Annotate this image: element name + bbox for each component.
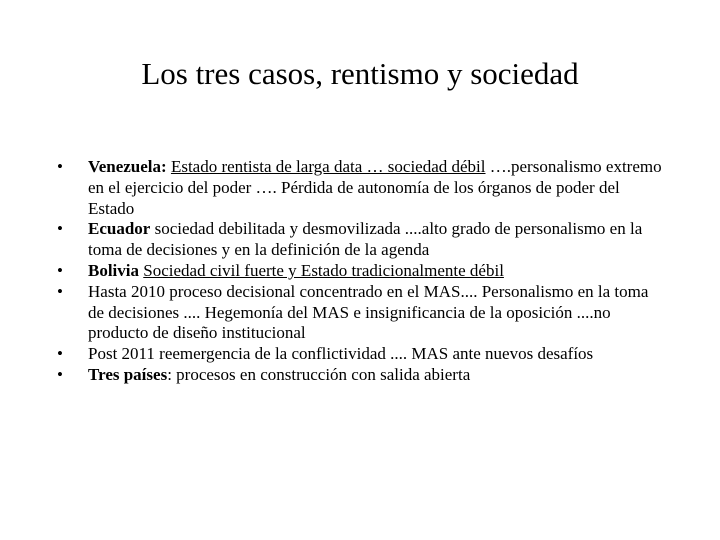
bullet-lead: Venezuela:: [88, 157, 167, 176]
bullet-text: : procesos en construcción con salida abierta: [167, 364, 471, 384]
bullet-text: Hasta 2010 proceso decisional concentrado en el MAS.... Personalismo en la toma de decisiones .... Hegemonía del MAS e insignificancia de la oposición ....no producto de diseño institucional: [88, 281, 649, 343]
bullet-list: [57, 157, 667, 386]
bullet-icon: •: [57, 157, 63, 176]
bullet-text: sociedad debilitada y desmovilizada ....alto grado de personalismo en la toma de decisiones y en la definición de la agenda: [88, 219, 643, 260]
bullet-text: Post 2011 reemergencia de la conflictividad .... MAS ante nuevos desafíos: [88, 344, 594, 364]
bullet-lead: Tres países: [88, 364, 168, 384]
bullet-venezuela: [57, 157, 667, 219]
bullet-underlined: Sociedad civil fuerte y Estado tradicionalmente débil: [143, 260, 504, 280]
bullet-underlined: Estado rentista de larga data … sociedad débil: [170, 157, 486, 176]
bullet-icon: •: [57, 260, 63, 280]
bullet-tres-paises: [57, 365, 667, 386]
bullet-ecuador: [57, 219, 667, 261]
slide-title: Los tres casos, rentismo y sociedad: [141, 56, 579, 91]
bullet-icon: •: [57, 281, 63, 301]
bullet-hasta-2010: [57, 282, 667, 344]
bullet-icon: •: [57, 344, 63, 364]
bullet-bolivia: [57, 261, 667, 282]
bullet-post-2011: [57, 344, 667, 365]
bullet-icon: •: [57, 364, 63, 384]
bullet-icon: •: [57, 219, 63, 239]
bullet-lead: Bolivia: [88, 260, 140, 280]
bullet-text: ….personalismo extremo en el ejercicio del poder …. Pérdida de autonomía de los órganos de poder del Estado: [88, 157, 662, 218]
bullet-lead: Ecuador: [88, 219, 151, 239]
